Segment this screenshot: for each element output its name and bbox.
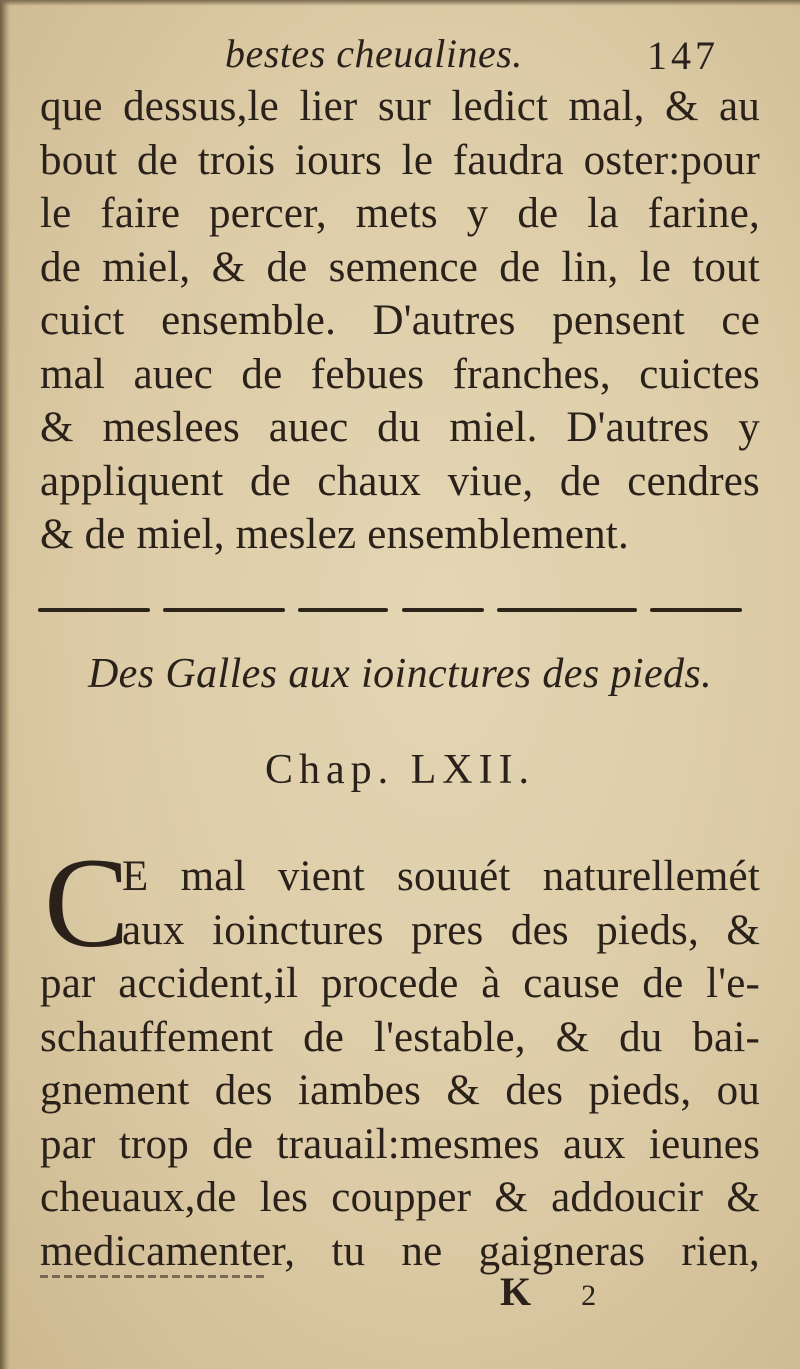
chapter-heading [0, 746, 800, 794]
rule-segment [650, 608, 742, 612]
text-line: par accident,il procede à cause de l'e- [40, 960, 760, 1007]
chapter-number: LXII. [410, 747, 536, 793]
text-line: gnement des iambes & des pieds, ou [40, 1067, 760, 1114]
text-line: cheuaux,de les coupper & addoucir & [40, 1174, 760, 1221]
running-title: bestes cheualines. [225, 31, 523, 76]
text-line: que dessus,le lier sur ledict mal, & au [40, 83, 760, 130]
paragraph-continuation [40, 80, 760, 562]
text-line: cuict ensemble. D'autres pensent ce [40, 297, 760, 344]
text-line: & de miel, meslez ensemblement. [40, 511, 629, 558]
text-line: aux ioinctures pres des pieds, & [122, 906, 760, 954]
ink-smudge-underline [40, 1275, 265, 1278]
text-line: schauffement de l'estable, & du bai- [40, 1013, 760, 1061]
chapter-paragraph [40, 832, 760, 1278]
page-header [0, 22, 800, 82]
rule-segment [38, 608, 150, 612]
rule-segment [402, 608, 484, 612]
section-divider-rule [38, 603, 742, 617]
text-line: de miel, & de semence de lin, le tout [40, 243, 760, 291]
page-number: 147 [647, 33, 719, 78]
text-line: par trop de trauail:mesmes aux ieunes [40, 1120, 760, 1168]
chapter-label: Chap. [264, 747, 395, 793]
text-line: appliquent de chaux viue, de cendres [40, 457, 760, 505]
rule-segment [497, 608, 637, 612]
rule-segment [298, 608, 388, 612]
section-title: Des Galles aux ioinctures des pieds. [87, 651, 713, 697]
page-top-edge [0, 0, 800, 6]
text-line: & meslees auec du miel. D'autres y [40, 404, 760, 451]
rule-segment [163, 608, 285, 612]
drop-cap: C [44, 832, 130, 974]
text-line: le faire percer, mets y de la farine, [40, 190, 760, 237]
signature-mark [500, 1268, 616, 1315]
signature-letter: K [500, 1269, 552, 1314]
text-line: medicamenter, tu ne gaigneras rien, [40, 1227, 760, 1275]
signature-number: 2 [581, 1279, 617, 1312]
text-line: mal auec de febues franches, cuictes [40, 350, 760, 398]
text-line: bout de trois iours le faudra oster:pour [40, 136, 760, 184]
text-line: E mal vient souuét naturellemét [122, 853, 760, 900]
